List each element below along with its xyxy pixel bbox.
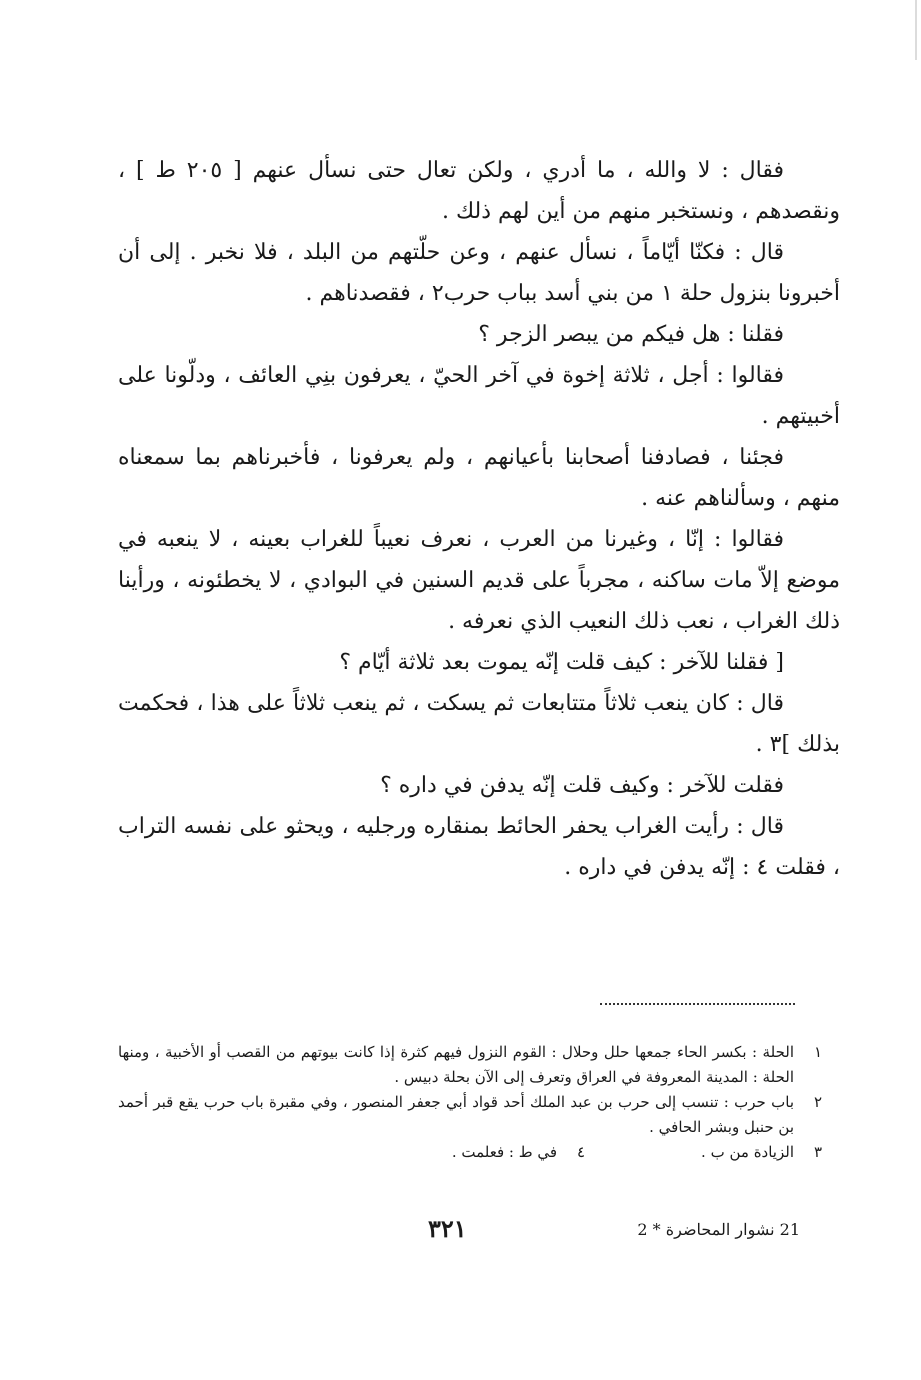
paragraph-5: فجئنا ، فصادفنا أصحابنا بأعيانهم ، ولم يعرفونا ، فأخبرناهم بما سمعناه منهم ، وسألناهم عنه .: [118, 445, 840, 511]
footnote-3: [701, 1140, 828, 1165]
footnotes: [118, 1040, 828, 1165]
main-text: [118, 150, 840, 888]
footnote-text: في ط : فعلمت .: [451, 1143, 558, 1161]
paragraph-10: قال : رأيت الغراب يحفر الحائط بمنقاره ورجليه ، ويحثو على نفسه التراب ، فقلت ٤ : إنّه يدفن في داره .: [118, 814, 840, 880]
page-number: ٣٢١: [428, 1214, 467, 1243]
paragraph-6: فقالوا : إنّا ، وغيرنا من العرب ، نعرف نعيباً للغراب بعينه ، لا ينعبه في موضع إلاّ مات ساكنه ، مجرباً على قديم السنين في البوادي ، لا يخطئونه ، ورأينا ذلك الغراب ، نعب ذلك النعيب الذي نعرفه .: [118, 527, 840, 634]
paragraph-4: فقالوا : أجل ، ثلاثة إخوة في آخر الحيّ ، يعرفون بنِي العائف ، ودلّونا على أخبيتهم .: [118, 363, 840, 429]
paragraph-9: فقلت للآخر : وكيف قلت إنّه يدفن في داره ؟: [380, 773, 784, 798]
footnote-text: باب حرب : تنسب إلى حرب بن عبد الملك أحد قواد أبي جعفر المنصور ، وفي مقبرة باب حرب يقع قبر أحمد بن حنبل وبشر الحافي .: [118, 1093, 794, 1136]
paragraph-1: فقال : لا والله ، ما أدري ، ولكن تعال حتى نسأل عنهم [ ٢٠٥ ط ] ، ونقصدهم ، ونستخبر منهم من أين لهم ذلك .: [118, 158, 840, 224]
footnote-number: ٤: [577, 1143, 586, 1161]
footnote-number: ١: [813, 1043, 823, 1061]
signature-mark: 21 نشوار المحاضرة * 2: [637, 1220, 800, 1239]
footnote-text: الزيادة من ب .: [701, 1143, 794, 1161]
footnote-number: ٢: [813, 1093, 823, 1111]
page-edge-mark: [915, 0, 917, 60]
footnote-text: الحلة : بكسر الحاء جمعها حلل وحلال : القوم النزول فيهم كثرة إذا كانت بيوتهم من القصب أو الأخبية ، ومنها الحلة : المدينة المعروفة في العراق وتعرف إلى الآن بحلة دبيس .: [118, 1043, 794, 1086]
footnote-row: [118, 1140, 828, 1165]
footnote-separator: [600, 1003, 795, 1005]
footnote-4: [452, 1140, 591, 1165]
footnote-number: ٣: [813, 1143, 823, 1161]
paragraph-2: قال : فكنّا أيّاماً ، نسأل عنهم ، وعن حلّتهم من البلد ، فلا نخبر . إلى أن أخبرونا بنزول حلة ١ من بني أسد بباب حرب٢ ، فقصدناهم .: [118, 240, 840, 306]
footnote-1: [118, 1040, 828, 1090]
page-footer: [400, 1214, 800, 1248]
paragraph-3: فقلنا : هل فيكم من يبصر الزجر ؟: [478, 322, 784, 347]
paragraph-7: [ فقلنا للآخر : كيف قلت إنّه يموت بعد ثلاثة أيّام ؟: [339, 650, 784, 675]
footnote-2: [118, 1090, 828, 1140]
paragraph-8: قال : كان ينعب ثلاثاً متتابعات ثم يسكت ، ثم ينعب ثلاثاً على هذا ، فحكمت بذلك ]٣ .: [118, 691, 840, 757]
